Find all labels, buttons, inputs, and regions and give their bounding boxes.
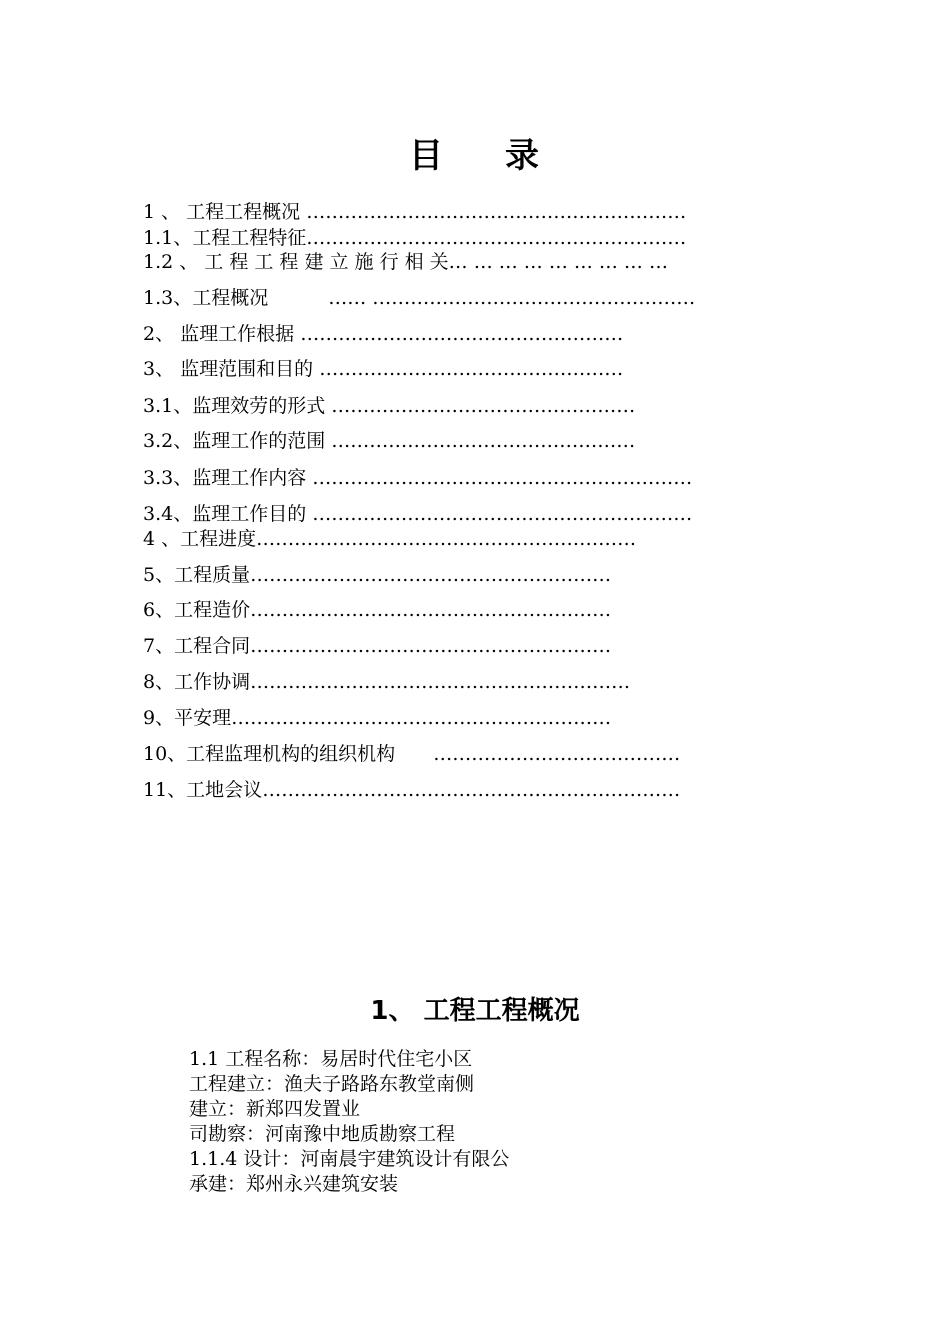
toc-title [0,128,950,177]
toc-entry[interactable]: 1.1、工程工程特征…………………………………………………… [143,227,687,249]
toc-entry[interactable]: 1 、 工程工程概况 …………………………………………………… [143,201,687,223]
body-line: 建立：新郑四发置业 [189,1098,361,1120]
toc-entry[interactable]: 3.4、监理工作目的 …………………………………………………… [143,503,693,525]
toc-entry[interactable]: 6、工程造价………………………………………………… [143,599,612,621]
toc-entry[interactable]: 1.2 、 工 程 工 程 建 立 施 行 相 关… … … … … … … … … [143,251,668,273]
toc-entry[interactable]: 3.1、监理效劳的形式 ………………………………………… [143,395,636,417]
toc-entry[interactable]: 3、 监理范围和目的 ………………………………………… [143,358,624,380]
toc-entry[interactable]: 8、工作协调…………………………………………………… [143,671,631,693]
toc-title-right: 录 [505,136,541,176]
toc-entry[interactable]: 1.3、工程概况 …… …………………………………………… [143,287,696,309]
toc-entry[interactable]: 3.2、监理工作的范围 ………………………………………… [143,430,636,452]
toc-entry[interactable]: 5、工程质量………………………………………………… [143,564,612,586]
body-line: 承建：郑州永兴建筑安装 [189,1173,399,1195]
toc-entry[interactable]: 2、 监理工作根据 …………………………………………… [143,323,624,345]
toc-title-left: 目 [409,136,445,176]
body-line: 司勘察：河南豫中地质勘察工程 [189,1123,456,1145]
toc-entry[interactable]: 10、工程监理机构的组织机构 ………………………………… [143,743,681,765]
body-line: 1.1 工程名称：易居时代住宅小区 [189,1048,473,1070]
body-line: 工程建立：渔夫子路路东教堂南侧 [189,1073,475,1095]
toc-entry[interactable]: 9、平安理…………………………………………………… [143,707,612,729]
toc-entry[interactable]: 11、工地会议………………………………………………………… [143,779,681,801]
body-line: 1.1.4 设计：河南晨宇建筑设计有限公 [189,1148,510,1170]
toc-entry[interactable]: 3.3、监理工作内容 …………………………………………………… [143,467,693,489]
section-title: 1、 工程工程概况 [370,996,580,1026]
toc-entry[interactable]: 4 、工程进度…………………………………………………… [143,528,637,550]
toc-entry[interactable]: 7、工程合同………………………………………………… [143,635,612,657]
